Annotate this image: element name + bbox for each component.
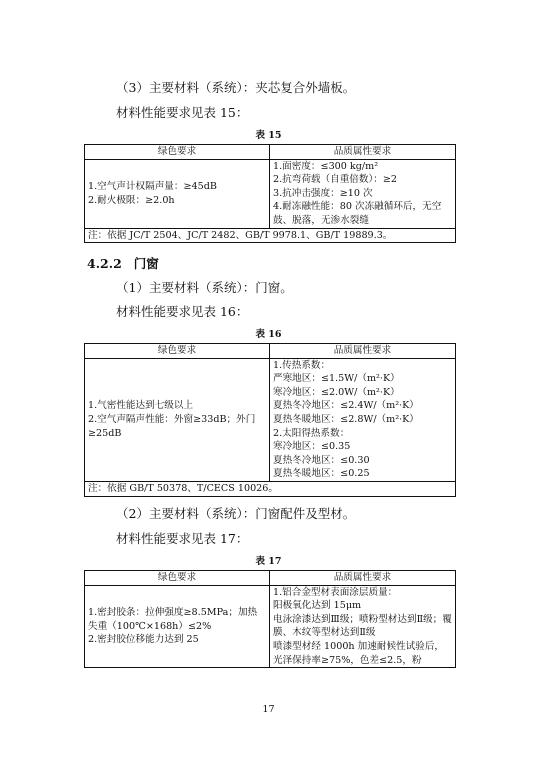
table17-green-item: 1.密封胶条：拉伸强度≥8.5MPa；加热失重（100℃×168h）≤2% <box>88 606 258 632</box>
paragraph-table15-ref: 材料性能要求见表 15： <box>116 105 249 120</box>
table15-quality-item: 4.耐冻融性能：80 次冻融循环后，无空鼓、脱落，无渗水裂缝 <box>273 201 442 226</box>
table17-caption: 表 17 <box>255 556 282 567</box>
table15-quality-item: 1.面密度：≤300 kg/m² <box>273 160 379 172</box>
table17-quality-item: 电泳涂漆达到Ⅲ级；喷粉型材达到Ⅱ级；覆膜、木纹等型材达到Ⅱ级 <box>273 613 452 639</box>
table15-green-item: 2.耐火极限：≥2.0h <box>88 194 175 206</box>
table16-quality-cell <box>270 358 456 481</box>
table17-quality-cell <box>270 585 456 668</box>
table17-green-item: 2.密封胶位移能力达到 25 <box>88 634 199 646</box>
paragraph-table17-ref: 材料性能要求见表 17： <box>116 531 249 546</box>
table16-quality-item: 2.太阳得热系数： <box>273 427 350 439</box>
table17-green-cell <box>85 585 270 668</box>
table16-quality-item: 寒冷地区：≤0.35 <box>273 441 351 453</box>
table-17 <box>84 570 456 668</box>
table16-quality-item: 严寒地区：≤1.5W/（m²·K） <box>273 373 400 385</box>
table16-quality-item: 夏热冬冷地区：≤0.30 <box>273 454 370 466</box>
table16-caption: 表 16 <box>255 329 282 340</box>
table15-header-green: 绿色要求 <box>85 145 270 160</box>
table-16 <box>84 343 456 497</box>
section-title: 门窗 <box>133 256 159 271</box>
page-number: 17 <box>262 704 275 715</box>
table15-quality-item: 3.抗冲击强度：≥10 次 <box>273 187 373 199</box>
table16-quality-item: 1.传热系数： <box>273 359 331 371</box>
table17-quality-item: 阳极氧化达到 15μm <box>273 600 362 612</box>
table15-note: 注：依据 JC/T 2504、JC/T 2482、GB/T 9978.1、GB/T 19889.3。 <box>85 228 456 243</box>
table15-quality-item: 2.抗弯荷载（自重倍数）：≥2 <box>273 174 398 186</box>
table16-green-item: 1.气密性能达到七级以上 <box>88 400 194 412</box>
table17-header-quality: 品质属性要求 <box>270 571 456 586</box>
table16-header-quality: 品质属性要求 <box>270 344 456 359</box>
paragraph-table16-ref: 材料性能要求见表 16： <box>116 304 249 319</box>
table15-green-item: 1.空气声计权隔声量：≥45dB <box>88 180 217 192</box>
table16-note: 注：依据 GB/T 50378、T/CECS 10026。 <box>85 481 456 496</box>
paragraph-material-windows: （1）主要材料（系统）：门窗。 <box>116 280 293 295</box>
table16-header-green: 绿色要求 <box>85 344 270 359</box>
paragraph-material-sandwich-panel: （3）主要材料（系统）：夹芯复合外墙板。 <box>116 80 356 95</box>
table16-quality-item: 夏热冬暖地区：≤0.25 <box>273 468 370 480</box>
section-heading <box>87 256 159 273</box>
table-15 <box>84 144 456 243</box>
table16-green-cell <box>85 358 270 481</box>
table15-caption: 表 15 <box>255 130 282 141</box>
table16-quality-item: 寒冷地区：≤2.0W/（m²·K） <box>273 386 400 398</box>
table17-header-green: 绿色要求 <box>85 571 270 586</box>
table16-quality-item: 夏热冬冷地区：≤2.4W/（m²·K） <box>273 400 419 412</box>
section-number: 4.2.2 <box>87 256 122 271</box>
table16-green-item: 2.空气声隔声性能：外窗≥33dB；外门≥25dB <box>88 413 256 439</box>
table17-quality-item: 喷漆型材经 1000h 加速耐候性试验后，光泽保持率≥75%，色差≤2.5，粉 <box>273 640 445 666</box>
table16-quality-item: 夏热冬暖地区：≤2.8W/（m²·K） <box>273 413 419 425</box>
table17-quality-item: 1.铝合金型材表面涂层质量： <box>273 586 398 598</box>
table15-quality-cell <box>270 159 456 228</box>
table15-green-cell <box>85 159 270 228</box>
paragraph-material-window-fittings: （2）主要材料（系统）：门窗配件及型材。 <box>116 506 356 521</box>
table15-header-quality: 品质属性要求 <box>270 145 456 160</box>
